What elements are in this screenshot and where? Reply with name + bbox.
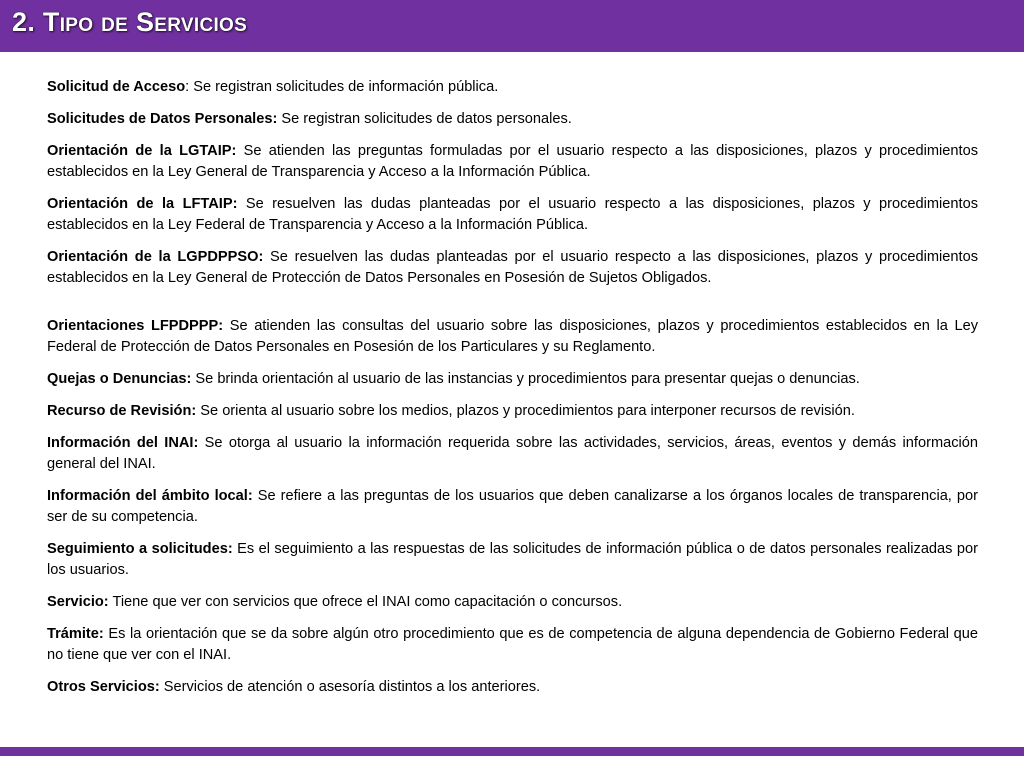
service-description: Tiene que ver con servicios que ofrece el INAI como capacitación o concursos. (108, 594, 623, 610)
footer-bar (0, 747, 1024, 756)
service-description: : Se registran solicitudes de información pública. (185, 79, 499, 95)
service-item (47, 109, 978, 130)
service-item (47, 433, 978, 475)
service-item (47, 194, 978, 236)
service-item (47, 592, 978, 613)
service-description: Se orienta al usuario sobre los medios, plazos y procedimientos para interponer recursos de revisión. (196, 403, 855, 419)
service-label: Solicitudes de Datos Personales: (47, 111, 278, 127)
service-item (47, 316, 978, 358)
service-item (47, 141, 978, 183)
service-description: Se brinda orientación al usuario de las instancias y procedimientos para presentar quejas o denuncias. (191, 371, 860, 387)
service-item (47, 401, 978, 422)
service-description: Es la orientación que se da sobre algún otro procedimiento que es de competencia de alguna dependencia de Gobierno Federal que no tiene que ver con el INAI. (47, 626, 978, 663)
service-label: Seguimiento a solicitudes: (47, 541, 233, 557)
service-label: Orientación de la LGTAIP: (47, 143, 237, 159)
service-description: Se otorga al usuario la información requerida sobre las actividades, servicios, áreas, eventos y demás información general del INAI. (47, 435, 978, 472)
service-item (47, 77, 978, 98)
service-description: Servicios de atención o asesoría distintos a los anteriores. (159, 679, 541, 695)
service-label: Recurso de Revisión: (47, 403, 197, 419)
service-label: Trámite: (47, 626, 104, 642)
service-description: Se registran solicitudes de datos personales. (277, 111, 572, 127)
service-label: Información del INAI: (47, 435, 199, 451)
service-label: Servicio: (47, 594, 109, 610)
service-item (47, 247, 978, 289)
service-label: Orientación de la LGPDPPSO: (47, 249, 264, 265)
service-label: Orientaciones LFPDPPP: (47, 318, 224, 334)
service-label: Quejas o Denuncias: (47, 371, 192, 387)
service-item (47, 677, 978, 698)
title-bar (0, 0, 1024, 52)
service-label: Otros Servicios: (47, 679, 160, 695)
service-item (47, 369, 978, 390)
service-description: Se refiere a las preguntas de los usuarios que deben canalizarse a los órganos locales de transparencia, por ser de su competencia. (47, 488, 979, 525)
service-item (47, 539, 978, 581)
service-description: Se resuelven las dudas planteadas por el usuario respecto a las disposiciones, plazos y procedimientos establecidos en la Ley Federal de Transparencia y Acceso a la Información Pública. (47, 196, 978, 233)
service-label: Orientación de la LFTAIP: (47, 196, 238, 212)
service-label: Información del ámbito local: (47, 488, 253, 504)
page-title: 2. Tipo de Servicios (12, 7, 248, 37)
service-label: Solicitud de Acceso (47, 79, 186, 95)
service-item (47, 624, 978, 666)
service-description: Se resuelven las dudas planteadas por el usuario respecto a las disposiciones, plazos y procedimientos establecidos en la Ley General de Protección de Datos Personales en Posesión de Sujetos Obligados. (47, 249, 978, 286)
service-item (47, 486, 978, 528)
service-description: Se atienden las preguntas formuladas por el usuario respecto a las disposiciones, plazos y procedimientos establecidos en la Ley General de Transparencia y Acceso a la Información Pública. (47, 143, 978, 180)
services-list (47, 77, 978, 709)
service-description: Es el seguimiento a las respuestas de las solicitudes de información pública o de datos personales realizadas por los usuarios. (47, 541, 979, 578)
service-description: Se atienden las consultas del usuario sobre las disposiciones, plazos y procedimientos establecidos en la Ley Federal de Protección de Datos Personales en Posesión de los Particulares y su Reglamento. (47, 318, 978, 355)
